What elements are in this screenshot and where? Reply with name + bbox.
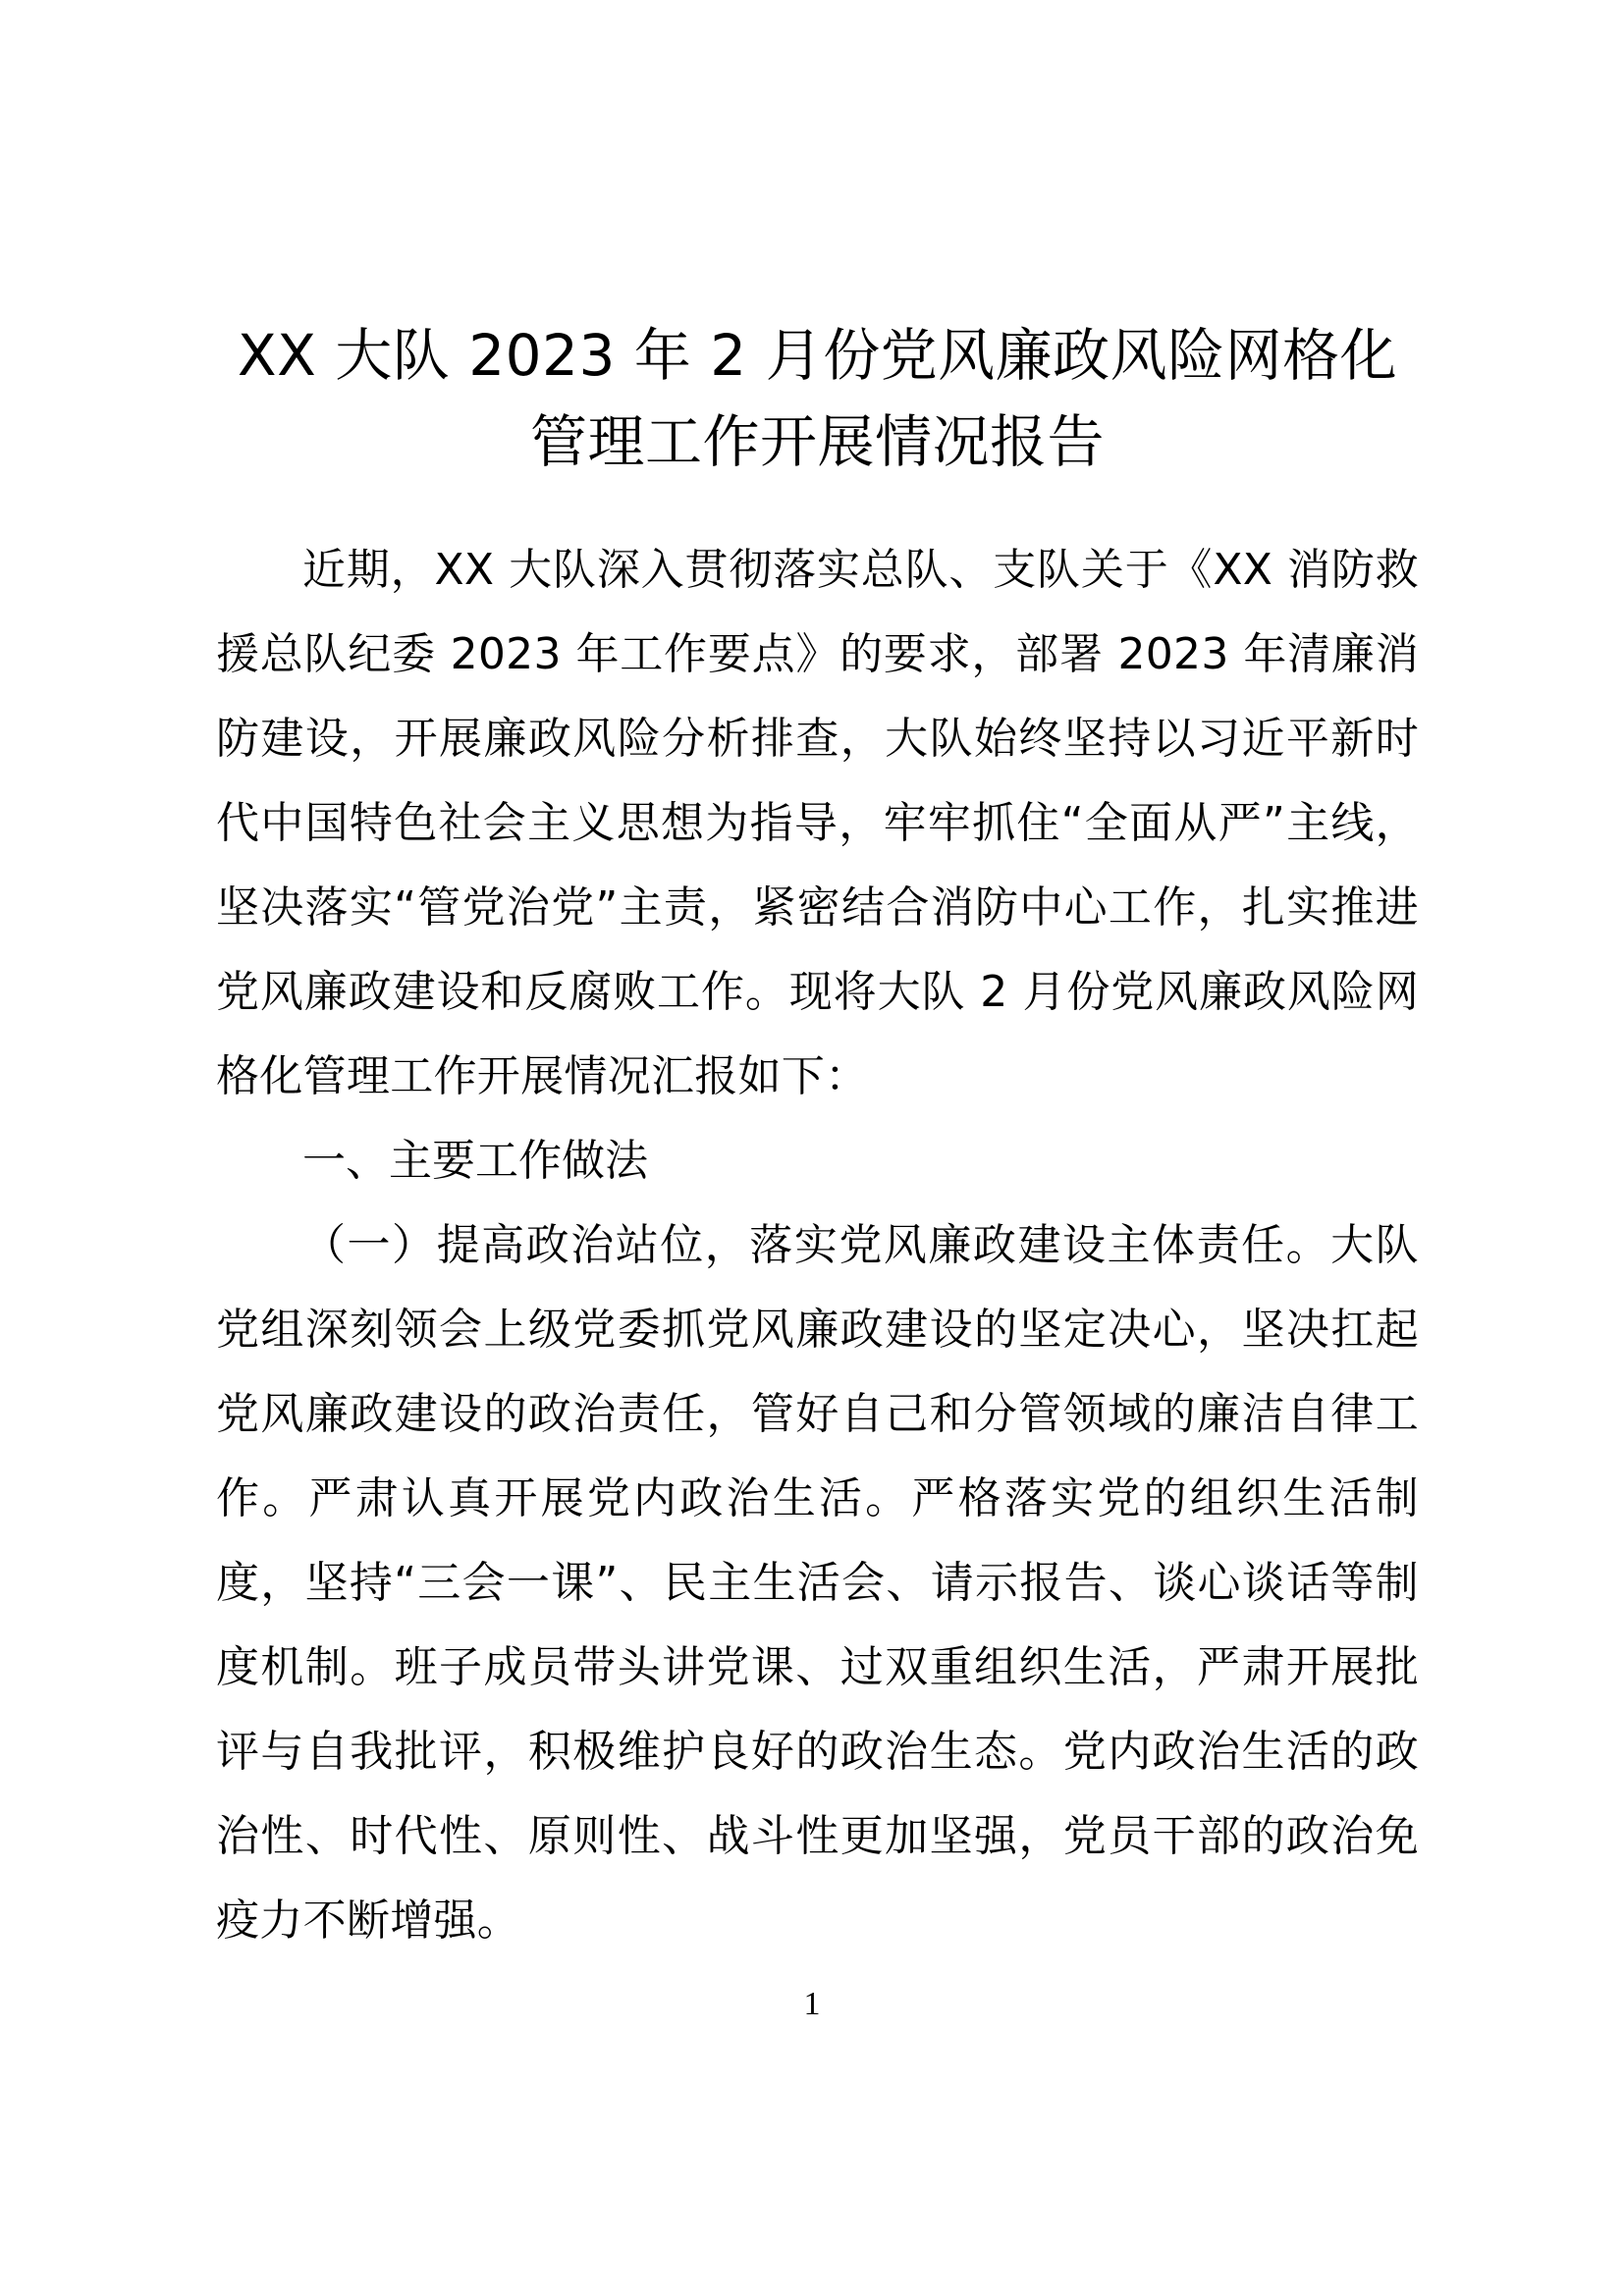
page-number: 1 xyxy=(803,1986,821,2022)
section-heading-1: 一、主要工作做法 xyxy=(302,1136,648,1186)
subsection-body-1: 大队党组深刻领会上级党委抓党风廉政建设的坚定决心，坚决扛起党风廉政建设的政治责任，管好自己和分管领域的廉洁自律工作。严肃认真开展党内政治生活。严格落实党的组织生活制度，坚持“三会一课”、民主生活会、请示报告、谈心谈话等制度机制。班子成员带头讲党课、过双重组织生活，严肃开展批评与自我批评，积极维护良好的政治生态。党内政治生活的政治性、时代性、原则性、战斗性更加坚强，党员干部的政治免疫力不断增强。 xyxy=(216,1220,1419,1946)
title-line-1: XX 大队 2023 年 2 月份党风廉政风险网格化 xyxy=(237,322,1398,389)
subsection-title-1: （一）提高政治站位，落实党风廉政建设主体责任。 xyxy=(302,1220,1331,1270)
document-title xyxy=(216,312,1419,485)
intro-paragraph: 近期，XX 大队深入贯彻落实总队、支队关于《XX 消防救援总队纪委 2023 年工作要点》的要求，部署 2023 年清廉消防建设，开展廉政风险分析排查，大队始终坚持以习近平新时代中国特色社会主义思想为指导，牢牢抓住“全面从严”主线，坚决落实“管党治党”主责，紧密结合消防中心工作，扎实推进党风廉政建设和反腐败工作。现将大队 2 月份党风廉政风险网格化管理工作开展情况汇报如下： xyxy=(216,545,1419,1101)
document-body xyxy=(216,312,1419,1963)
title-line-2: 管理工作开展情况报告 xyxy=(529,408,1105,475)
subsection-paragraph-1 xyxy=(216,1203,1419,1963)
